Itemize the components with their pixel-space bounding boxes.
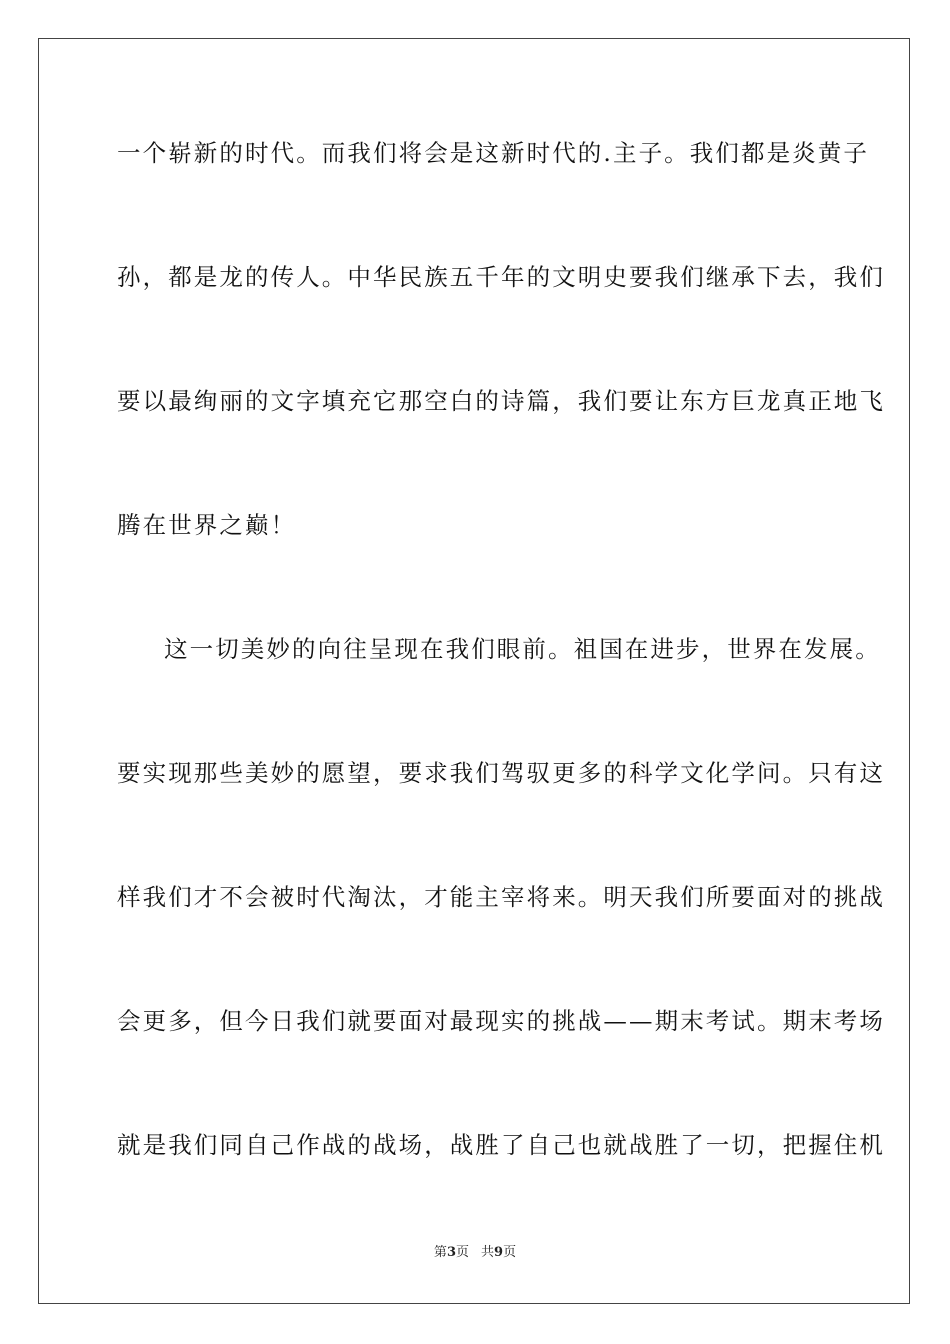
page-footer: [0, 1244, 950, 1262]
body-text-line: 要实现那些美妙的愿望，要求我们驾驭更多的科学文化学问。只有这: [117, 759, 885, 787]
page-suffix: 页: [455, 1245, 469, 1260]
total-prefix: 共: [481, 1245, 495, 1260]
body-text-line: 一个崭新的时代。而我们将会是这新时代的.主子。我们都是炎黄子: [117, 139, 869, 167]
body-text-line: 腾在世界之巅！: [117, 511, 297, 539]
total-pages: 9: [494, 1245, 504, 1260]
body-text-line: 要以最绚丽的文字填充它那空白的诗篇，我们要让东方巨龙真正地飞: [117, 387, 885, 415]
total-suffix: 页: [503, 1245, 517, 1260]
page-prefix: 第: [433, 1245, 447, 1260]
body-text-line: 就是我们同自己作战的战场，战胜了自己也就战胜了一切，把握住机: [117, 1131, 885, 1159]
body-text-line: 样我们才不会被时代淘汰，才能主宰将来。明天我们所要面对的挑战: [117, 883, 885, 911]
body-text-line: 会更多，但今日我们就要面对最现实的挑战——期末考试。期末考场: [117, 1007, 885, 1035]
page-border: [38, 38, 910, 1304]
body-text-line: 孙，都是龙的传人。中华民族五千年的文明史要我们继承下去，我们: [117, 263, 885, 291]
page-number: 3: [446, 1245, 456, 1260]
paragraph-first-line: 这一切美妙的向往呈现在我们眼前。祖国在进步，世界在发展。: [164, 635, 881, 663]
